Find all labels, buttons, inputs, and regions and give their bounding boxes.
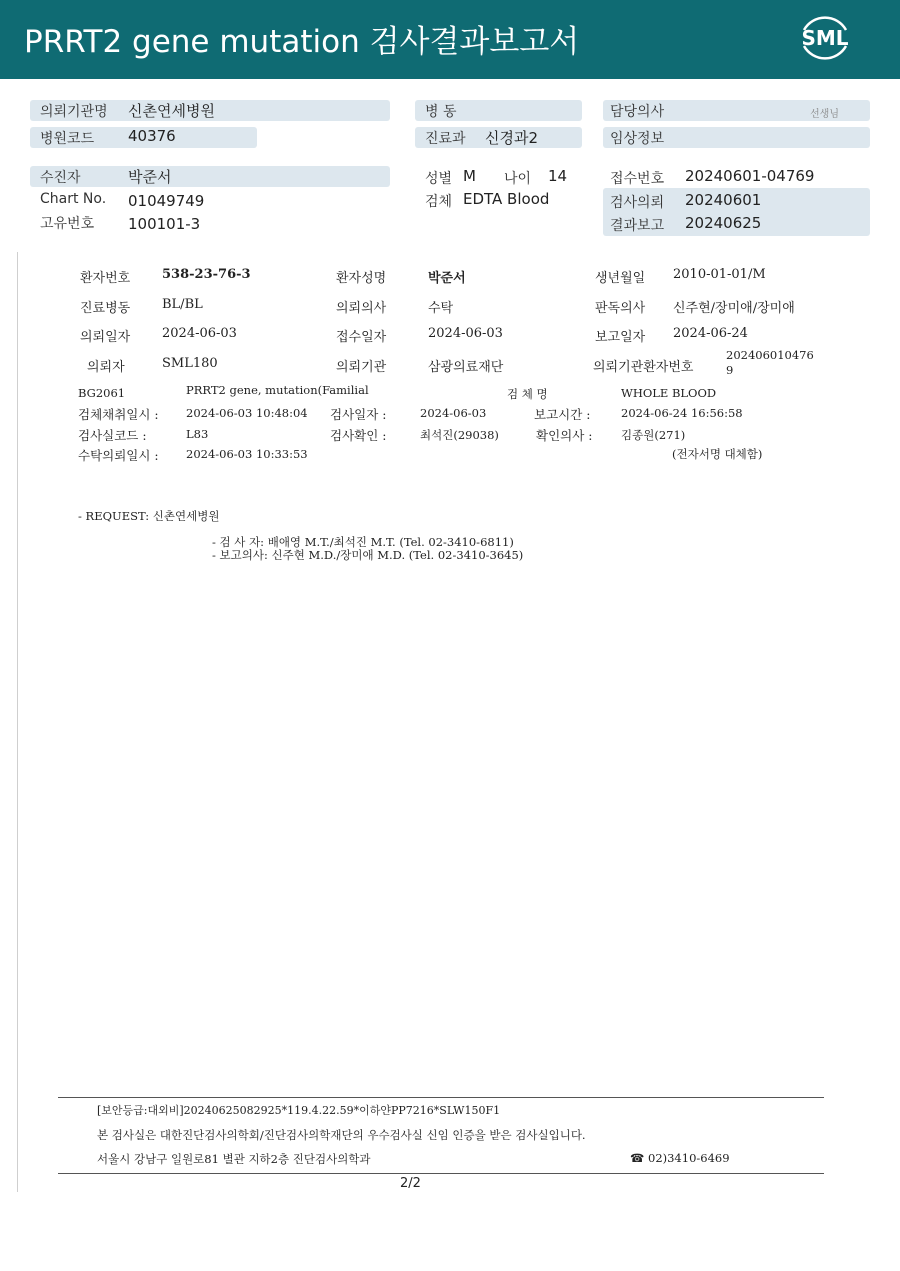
consign-label: 수탁의뢰일시 : bbox=[78, 448, 159, 463]
req-doctor-label: 의뢰의사 bbox=[336, 301, 387, 316]
ward-row-label: 진료병동 bbox=[80, 301, 131, 316]
exam-date-value: 2024-06-03 bbox=[420, 406, 487, 420]
receipt-value: 20240601-04769 bbox=[685, 167, 815, 185]
report-time-value: 2024-06-24 16:56:58 bbox=[621, 406, 743, 420]
consign-value: 2024-06-03 10:33:53 bbox=[186, 447, 308, 461]
lab-code-label: 검사실코드 : bbox=[78, 428, 147, 443]
certification-line: 본 검사실은 대한진단검사의학회/진단검사의학재단의 우수검사실 신임 인증을 받은 검사실입니다. bbox=[97, 1128, 586, 1142]
specimen-name-value: WHOLE BLOOD bbox=[621, 386, 717, 400]
patient-value: 박준서 bbox=[128, 168, 172, 186]
ward-row-value: BL/BL bbox=[162, 297, 203, 312]
security-line: [보안등급:대외비]20240625082925*119.4.22.59*이하얀PP7216*SLW150F1 bbox=[97, 1104, 501, 1117]
confirm-value: 최석진(29038) bbox=[420, 428, 499, 442]
lab-code-value: L83 bbox=[186, 427, 209, 441]
patient-no-value: 538-23-76-3 bbox=[162, 267, 251, 282]
hospital-code-label: 병원코드 bbox=[40, 131, 95, 147]
req-date-label: 의뢰일자 bbox=[80, 330, 131, 345]
address-line: 서울시 강남구 일원로81 별관 지하2층 진단검사의학과 bbox=[97, 1152, 371, 1166]
exam-date-label: 검사일자 : bbox=[330, 407, 387, 422]
doctor-label: 담당의사 bbox=[610, 104, 665, 120]
patient-no-label: 환자번호 bbox=[80, 271, 131, 286]
recv-date-value: 2024-06-03 bbox=[428, 326, 503, 341]
clinical-label: 임상정보 bbox=[610, 131, 665, 147]
inst-patient-no-value-2: 9 bbox=[726, 363, 734, 377]
confirm-label: 검사확인 : bbox=[330, 428, 387, 443]
unique-value: 100101-3 bbox=[128, 215, 201, 233]
unique-label: 고유번호 bbox=[40, 216, 95, 232]
receipt-label: 접수번호 bbox=[610, 171, 665, 187]
reporter-line: - 보고의사: 신주현 M.D./장미애 M.D. (Tel. 02-3410-3645) bbox=[212, 548, 524, 562]
verify-value: 김종원(271) bbox=[621, 428, 686, 442]
sml-logo bbox=[796, 12, 854, 64]
age-value: 14 bbox=[548, 167, 568, 185]
report-frame-line bbox=[17, 252, 18, 1192]
reader-value: 신주현/장미애/장미애 bbox=[673, 301, 795, 316]
req-date-value: 2024-06-03 bbox=[162, 326, 237, 341]
patient-name-value: 박준서 bbox=[428, 271, 466, 286]
patient-name-label: 환자성명 bbox=[336, 271, 387, 286]
report-label: 결과보고 bbox=[610, 218, 665, 234]
inst-patient-no-value-1: 202406010476 bbox=[726, 348, 814, 362]
report-value: 20240625 bbox=[685, 214, 762, 232]
phone-icon: ☎ bbox=[630, 1151, 645, 1165]
req-inst-value: 삼광의료재단 bbox=[428, 360, 504, 375]
hospital-code-value: 40376 bbox=[128, 127, 176, 145]
report-date-label: 보고일자 bbox=[595, 330, 646, 345]
chart-label: Chart No. bbox=[40, 191, 107, 207]
specimen-label: 검체 bbox=[425, 194, 453, 210]
report-time-label: 보고시간 : bbox=[534, 407, 591, 422]
footer-top-divider bbox=[58, 1097, 824, 1098]
report-date-value: 2024-06-24 bbox=[673, 326, 748, 341]
test-name: PRRT2 gene, mutation(Familial bbox=[186, 383, 369, 397]
patient-label: 수진자 bbox=[40, 170, 81, 186]
sex-label: 성별 bbox=[425, 171, 453, 187]
report-title: PRRT2 gene mutation 검사결과보고서 bbox=[24, 24, 580, 60]
age-label: 나이 bbox=[504, 171, 532, 187]
specimen-value: EDTA Blood bbox=[463, 190, 550, 208]
requester-value: SML180 bbox=[162, 356, 218, 371]
test-code: BG2061 bbox=[78, 386, 126, 400]
specimen-name-label: 검 체 명 bbox=[507, 387, 548, 401]
patient-box bbox=[30, 166, 390, 187]
page-number: 2/2 bbox=[400, 1176, 421, 1191]
birth-label: 생년월일 bbox=[595, 271, 646, 286]
ward-label: 병 동 bbox=[425, 104, 457, 120]
doctor-suffix: 선생님 bbox=[810, 109, 839, 120]
inst-patient-no-label: 의뢰기관환자번호 bbox=[593, 360, 694, 375]
req-inst-label: 의뢰기관 bbox=[336, 360, 387, 375]
svg-text:SML: SML bbox=[801, 26, 849, 50]
request-value: 20240601 bbox=[685, 191, 762, 209]
request-label: 검사의뢰 bbox=[610, 195, 665, 211]
reader-label: 판독의사 bbox=[595, 301, 646, 316]
verify-label: 확인의사 : bbox=[536, 428, 593, 443]
phone-number: 02)3410-6469 bbox=[648, 1151, 730, 1165]
esign-note: (전자서명 대체함) bbox=[672, 447, 763, 461]
institution-value: 신촌연세병원 bbox=[128, 102, 215, 120]
collect-label: 검체채취일시 : bbox=[78, 407, 159, 422]
collect-value: 2024-06-03 10:48:04 bbox=[186, 406, 308, 420]
dept-value: 신경과2 bbox=[485, 129, 539, 147]
tester-line: - 검 사 자: 배애영 M.T./최석진 M.T. (Tel. 02-3410-6811) bbox=[212, 535, 514, 549]
request-line: - REQUEST: 신촌연세병원 bbox=[78, 509, 220, 523]
institution-label: 의뢰기관명 bbox=[40, 104, 108, 120]
birth-value: 2010-01-01/M bbox=[673, 267, 766, 282]
requester-label: 의뢰자 bbox=[87, 360, 125, 375]
chart-value: 01049749 bbox=[128, 192, 205, 210]
footer-bottom-divider bbox=[58, 1173, 824, 1174]
recv-date-label: 접수일자 bbox=[336, 330, 387, 345]
req-doctor-value: 수탁 bbox=[428, 301, 454, 316]
report-header bbox=[0, 0, 900, 79]
dept-label: 진료과 bbox=[425, 131, 466, 147]
sex-value: M bbox=[463, 167, 476, 185]
